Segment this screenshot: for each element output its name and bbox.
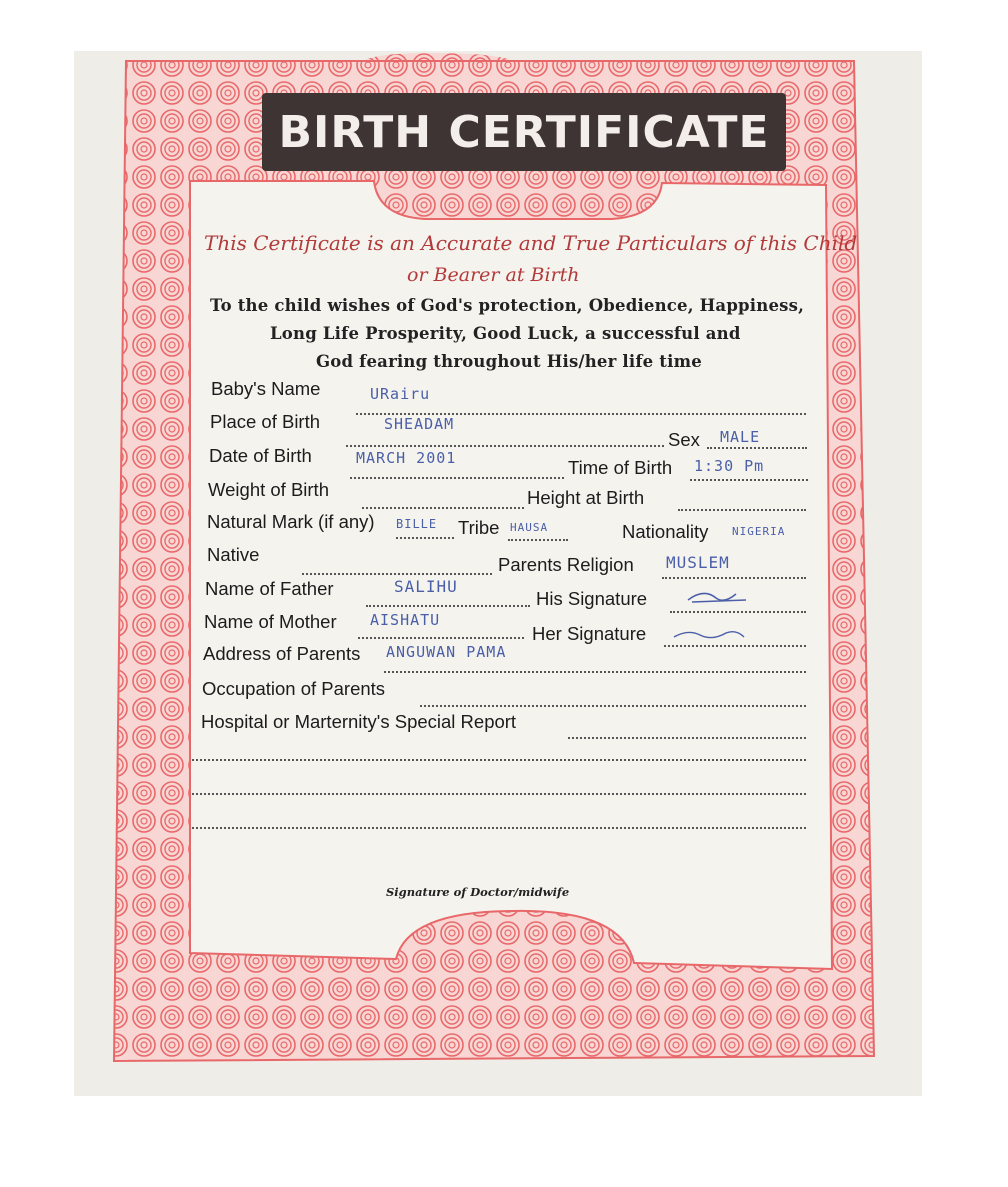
label-natural-mark: Natural Mark (if any) <box>207 511 375 532</box>
label-baby-name: Baby's Name <box>211 378 321 399</box>
field-line <box>690 479 808 481</box>
label-weight-of-birth: Weight of Birth <box>208 479 329 500</box>
field-line <box>508 539 568 541</box>
title-banner <box>262 93 786 171</box>
wish-line-2: Long Life Prosperity, Good Luck, a successful and <box>270 324 741 343</box>
value-nationality: NIGERIA <box>732 525 786 538</box>
label-name-of-father: Name of Father <box>205 578 334 599</box>
field-line <box>384 671 806 673</box>
certificate-title: BIRTH CERTIFICATE <box>278 106 770 158</box>
field-line <box>192 793 806 795</box>
field-line <box>568 737 806 739</box>
field-line <box>396 537 454 539</box>
field-line <box>664 645 806 647</box>
label-his-signature: His Signature <box>536 588 648 609</box>
value-date-of-birth: MARCH 2001 <box>356 449 457 467</box>
field-line <box>358 637 524 639</box>
label-place-of-birth: Place of Birth <box>210 411 321 432</box>
certificate-scan <box>74 51 922 1096</box>
label-hospital-report: Hospital or Marternity's Special Report <box>201 711 517 732</box>
intro-line-1: This Certificate is an Accurate and True Particulars of this Child <box>204 231 858 255</box>
father-signature-mark <box>684 586 754 608</box>
field-line <box>192 759 806 761</box>
label-name-of-mother: Name of Mother <box>204 611 337 632</box>
label-address-of-parents: Address of Parents <box>203 643 361 664</box>
field-line <box>362 507 524 509</box>
label-time-of-birth: Time of Birth <box>568 457 673 478</box>
field-line <box>670 611 806 613</box>
value-baby-name: URairu <box>370 385 431 403</box>
value-natural-mark: BILLE <box>396 517 438 531</box>
field-line <box>192 827 806 829</box>
wish-line-3: God fearing throughout His/her life time <box>316 352 702 371</box>
value-sex: MALE <box>720 428 761 446</box>
value-tribe: HAUSA <box>510 521 549 534</box>
field-line <box>366 605 530 607</box>
value-place-of-birth: SHEADAM <box>384 415 455 433</box>
label-native: Native <box>207 544 260 565</box>
field-line <box>678 509 806 511</box>
value-name-of-mother: AISHATU <box>370 611 441 629</box>
label-occupation-of-parents: Occupation of Parents <box>202 678 386 699</box>
label-her-signature: Her Signature <box>532 623 647 644</box>
field-line <box>302 573 492 575</box>
intro-line-2: or Bearer at Birth <box>407 264 580 286</box>
field-line <box>346 445 664 447</box>
doctor-signature-label: Signature of Doctor/midwife <box>386 885 570 899</box>
field-line <box>420 705 806 707</box>
wish-line-1: To the child wishes of God's protection, Obedience, Happiness, <box>210 296 805 315</box>
value-name-of-father: SALIHU <box>394 577 458 596</box>
value-address-of-parents: ANGUWAN PAMA <box>386 643 507 661</box>
label-height-at-birth: Height at Birth <box>527 487 645 508</box>
field-line <box>350 477 564 479</box>
value-parents-religion: MUSLEM <box>666 553 730 572</box>
label-date-of-birth: Date of Birth <box>209 445 312 466</box>
label-tribe: Tribe <box>458 517 500 538</box>
field-line <box>662 577 806 579</box>
field-line <box>707 447 807 449</box>
label-parents-religion: Parents Religion <box>498 554 634 575</box>
label-nationality: Nationality <box>622 521 709 542</box>
label-sex: Sex <box>668 429 700 450</box>
value-time-of-birth: 1:30 Pm <box>694 457 765 475</box>
mother-signature-mark <box>670 625 750 645</box>
